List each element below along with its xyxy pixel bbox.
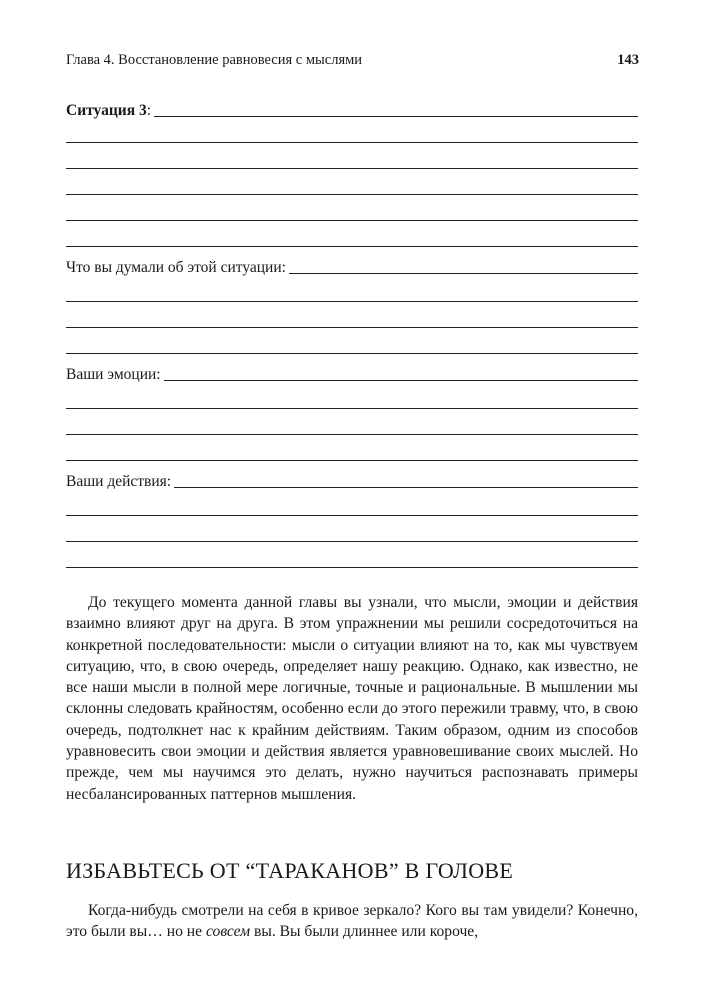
answer-line[interactable] (66, 515, 638, 516)
emotions-field (66, 364, 638, 384)
answer-line[interactable] (66, 327, 638, 328)
body-paragraph: До текущего момента данной главы вы узнали, что мысли, эмоции и действия взаимно влияют друг на друга. В этом упражнении мы решили сосредоточиться на конкретной последовательности: мысли о ситуации влияют на то, как мы чувствуем ситуацию, что, в свою очередь, определяет нашу реакцию. Однако, как известно, не все наши мысли в полной мере логичные, точные и рациональные. В мышлении мы склонны следовать крайностям, особенно если до этого пережили травму, что, в свою очередь, подтолкнет нас к крайним действиям. Таким образом, одним из способов уравновесить свои эмоции и действия является уравновешивание своих мыслей. Но прежде, чем мы научимся это делать, нужно научиться распознавать примеры несбалансированных паттернов мышления. (66, 594, 638, 803)
actions-field (66, 471, 638, 491)
answer-line[interactable] (66, 541, 638, 542)
body-paragraph: Когда-нибудь смотрели на себя в кривое зеркало? Кого вы там увидели? Конечно, это были вы… но не совсем вы. Вы были длиннее или короче, (66, 902, 638, 941)
answer-line[interactable] (174, 487, 638, 488)
running-header (66, 52, 639, 69)
answer-line[interactable] (66, 194, 638, 195)
page-number: 143 (617, 52, 639, 68)
actions-label: Ваши действия: (66, 473, 172, 490)
answer-line[interactable] (154, 116, 638, 117)
answer-line[interactable] (289, 273, 638, 274)
answer-line[interactable] (66, 246, 638, 247)
chapter-title: Глава 4. Восстановление равновесия с мыслями (66, 52, 363, 68)
answer-line[interactable] (66, 434, 638, 435)
thoughts-label: Что вы думали об этой ситуации: (66, 259, 286, 276)
answer-line[interactable] (66, 567, 638, 568)
answer-line[interactable] (66, 168, 638, 169)
section-heading: ИЗБАВЬТЕСЬ ОТ “ТАРАКАНОВ” В ГОЛОВЕ (66, 858, 514, 883)
answer-line[interactable] (164, 380, 638, 381)
answer-line[interactable] (66, 301, 638, 302)
answer-line[interactable] (66, 142, 638, 143)
emotions-label: Ваши эмоции: (66, 366, 161, 383)
answer-line[interactable] (66, 460, 638, 461)
situation-label: Ситуация 3: (66, 102, 152, 119)
emphasis-text: совсем (205, 923, 251, 941)
answer-line[interactable] (66, 220, 638, 221)
answer-line[interactable] (66, 408, 638, 409)
thoughts-field (66, 257, 638, 277)
answer-line[interactable] (66, 353, 638, 354)
situation-3-field (66, 100, 638, 120)
